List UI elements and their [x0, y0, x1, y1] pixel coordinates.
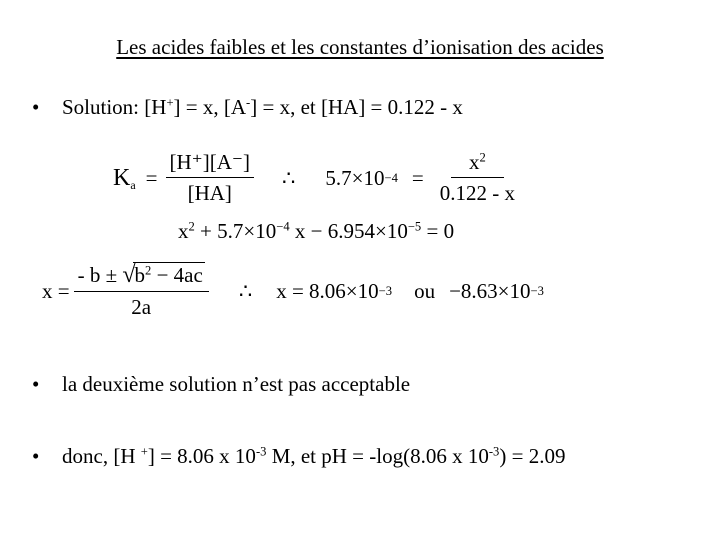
bullet-marker-2: •	[32, 372, 40, 396]
x-numerator	[451, 150, 504, 178]
therefore-symbol: ∴	[282, 165, 296, 190]
quad-x: x	[178, 219, 189, 243]
solution-text-2: ] = x, [A	[173, 95, 247, 119]
slide-title: Les acides faibles et les constantes d’ionisation des acides	[116, 35, 604, 59]
bullet-ph	[32, 444, 565, 469]
ka-equals: =	[145, 165, 158, 190]
solution-text-1: Solution: [H	[62, 95, 167, 119]
ka-denominator: [HA]	[187, 181, 232, 205]
ph-text-2: ] = 8.06 x 10	[147, 444, 256, 468]
ka-numerator: [H⁺][A⁻]	[166, 150, 254, 178]
ph-text-3: M, et pH = -log(8.06 x 10	[266, 444, 489, 468]
ph-sup-exp-1: -3	[255, 444, 267, 459]
ka-equals-2: =	[411, 165, 424, 190]
bullet-marker-3: •	[32, 444, 40, 468]
solution-text-3: ] = x, et [HA] = 0.122 - x	[250, 95, 463, 119]
sqrt-icon: √	[122, 262, 136, 288]
ph-text-4: ) = 2.09	[499, 444, 566, 468]
not-acceptable-text: la deuxième solution n’est pas acceptable	[62, 372, 411, 396]
ph-text-1: donc, [H	[62, 444, 141, 468]
solution-sup-plus: +	[166, 95, 174, 110]
quad-term-c-exp: −5	[407, 219, 422, 234]
quad-equals-zero: = 0	[426, 219, 455, 243]
solution-sup-minus: -	[246, 95, 251, 110]
ou-text: ou	[414, 278, 436, 303]
ph-sup-exp-2: -3	[488, 444, 500, 459]
radicand-b-exp: 2	[145, 263, 152, 278]
quad-term-b-exp: −4	[276, 219, 290, 234]
x-denominator: 0.122 - x	[439, 181, 515, 205]
radicand-b: b	[134, 263, 146, 287]
bullet-not-acceptable	[32, 372, 410, 397]
x-exp: 2	[479, 150, 486, 165]
ka-fraction	[166, 150, 254, 206]
formula-fraction	[74, 262, 209, 320]
ka-symbol: K	[113, 164, 131, 191]
radicand-rest: − 4ac	[151, 263, 203, 287]
formula-radicand	[133, 262, 205, 287]
ph-sup-plus: +	[140, 444, 148, 459]
quadratic-formula: x = $\frac{- b \pm √b^2 - 4ac}{2a}$ ∴ x = 8.06×10 −3 ou −8.63×10 −3	[42, 262, 544, 319]
ka-value: 5.7×10	[325, 165, 385, 190]
bullet-solution	[32, 95, 463, 120]
ka-equation: K a = $\frac{[H^+][A^-]}{[HA]}$ ∴ 5.7×10 −4 = $\frac{x^2}{0.122 - x}$	[113, 145, 519, 211]
quad-term-c: x − 6.954×10	[294, 219, 408, 243]
therefore-symbol-2: ∴	[238, 278, 253, 303]
bullet-marker: •	[32, 95, 40, 119]
formula-num-pre: - b ±	[77, 263, 118, 287]
solution-2: −8.63×10	[449, 278, 531, 303]
quad-term-b: + 5.7×10	[200, 219, 277, 243]
quad-x-exp: 2	[188, 219, 195, 234]
formula-numerator	[74, 262, 209, 292]
quadratic-equation	[178, 219, 454, 244]
x-var: x	[468, 150, 480, 174]
formula-denominator: 2a	[131, 295, 152, 319]
formula-lhs: x =	[42, 278, 70, 303]
solution-1: x = 8.06×10	[276, 278, 379, 303]
x-fraction	[436, 150, 519, 206]
ka-subscript: a	[130, 177, 136, 192]
